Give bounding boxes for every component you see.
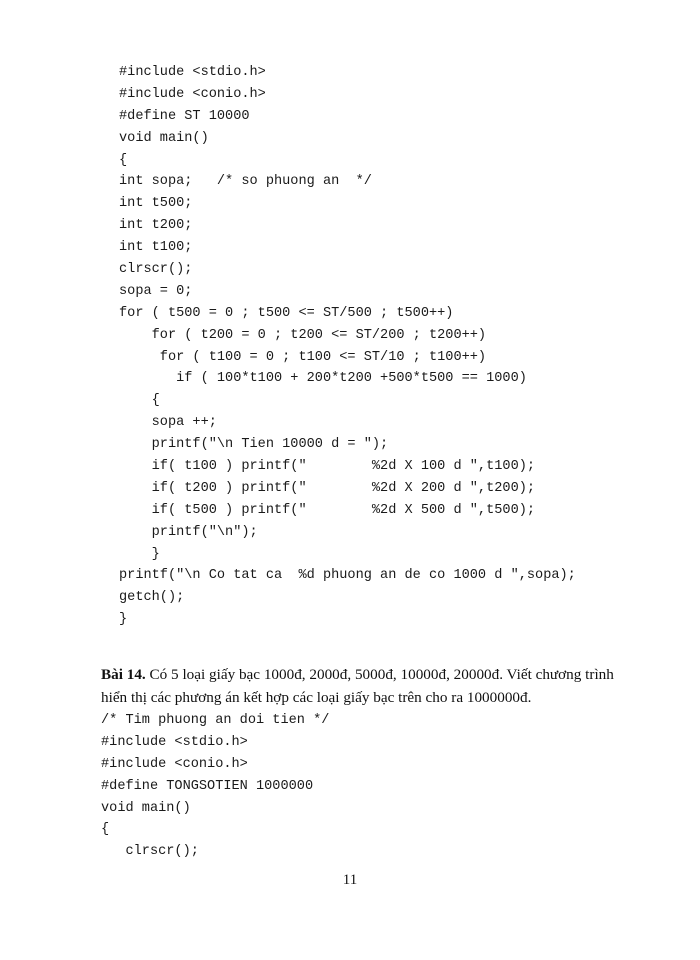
exercise-label: Bài 14. [101, 666, 146, 683]
code-line: } [119, 612, 128, 628]
code-line: int sopa; /* so phuong an */ [119, 174, 372, 190]
code-line: #define ST 10000 [119, 108, 250, 124]
code-line: getch(); [119, 590, 185, 606]
code-line: #include <conio.h> [119, 86, 266, 102]
code-line: int t200; [119, 218, 193, 234]
code-line: for ( t200 = 0 ; t200 <= ST/200 ; t200++) [119, 327, 487, 343]
page-number: 11 [342, 872, 358, 888]
code-line: if ( 100*t100 + 200*t200 +500*t500 == 1000) [119, 371, 527, 387]
code-block-1 [119, 62, 576, 631]
code-line: if( t500 ) printf(" %2d X 500 d ",t500); [119, 502, 536, 518]
code-line: for ( t500 = 0 ; t500 <= ST/500 ; t500++) [119, 305, 454, 321]
code-line: printf("\n Tien 10000 d = "); [119, 437, 389, 453]
code-line: #include <conio.h> [101, 756, 248, 772]
exercise-text: Có 5 loại giấy bạc 1000đ, 2000đ, 5000đ, 10000đ, 20000đ. Viết chương trình hiển thị các phương án kết hợp các loại giấy bạc trên cho ra 1000000đ. [101, 666, 614, 706]
code-line: sopa ++; [119, 415, 217, 431]
code-line: for ( t100 = 0 ; t100 <= ST/10 ; t100++) [119, 349, 487, 365]
code-line: { [119, 152, 128, 168]
code-line: /* Tim phuong an doi tien */ [101, 713, 330, 728]
code-block-2 [101, 710, 329, 863]
code-line: void main() [101, 800, 191, 816]
code-line: int t100; [119, 240, 193, 256]
code-line: void main() [119, 130, 209, 146]
exercise-paragraph [101, 663, 641, 709]
code-line: #include <stdio.h> [101, 734, 248, 750]
code-line: if( t200 ) printf(" %2d X 200 d ",t200); [119, 480, 536, 496]
code-line: printf("\n"); [119, 524, 258, 540]
code-line: clrscr(); [101, 844, 199, 860]
code-line: #define TONGSOTIEN 1000000 [101, 778, 314, 794]
code-line: printf("\n Co tat ca %d phuong an de co 1000 d ",sopa); [119, 568, 576, 584]
code-line: #include <stdio.h> [119, 65, 266, 80]
code-line: int t500; [119, 196, 193, 212]
code-line: if( t100 ) printf(" %2d X 100 d ",t100); [119, 459, 536, 475]
code-line: { [101, 822, 110, 838]
code-line: { [119, 393, 160, 409]
code-line: clrscr(); [119, 262, 193, 278]
code-line: } [119, 546, 160, 562]
code-line: sopa = 0; [119, 283, 193, 299]
